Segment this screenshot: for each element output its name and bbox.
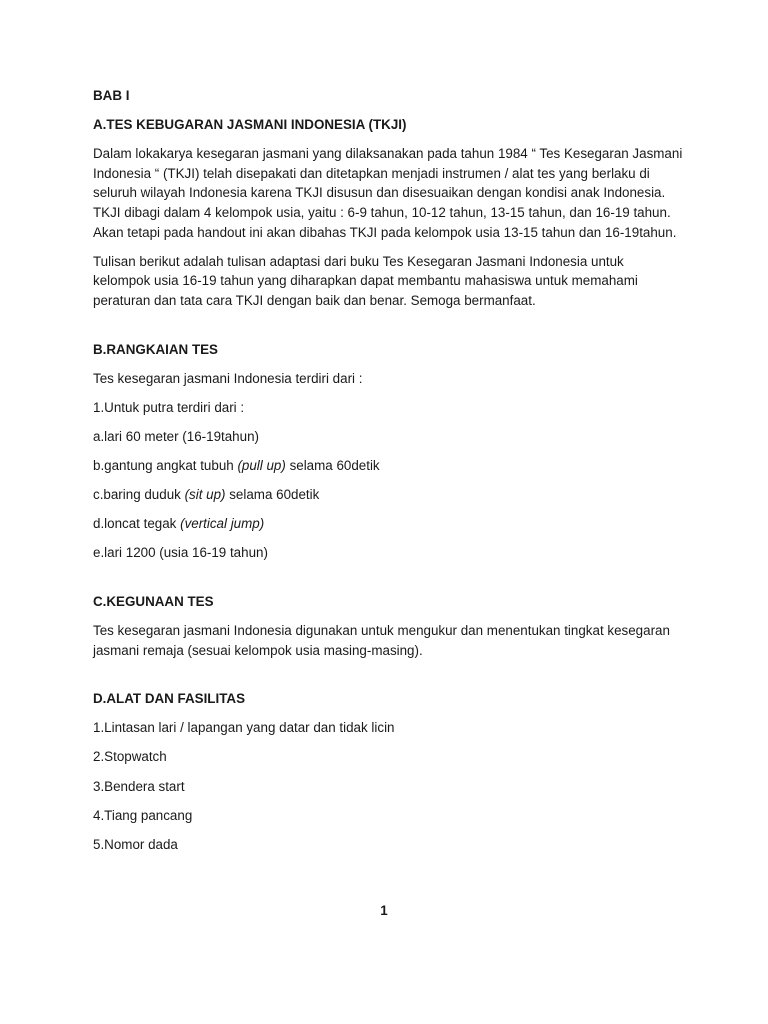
page-number: 1 (380, 903, 388, 918)
section-a-paragraph-2: Tulisan berikut adalah tulisan adaptasi dari buku Tes Kesegaran Jasmani Indonesia untuk kelompok usia 16-19 tahun yang diharapkan dapat membantu mahasiswa untuk memahami peraturan dan tata cara TKJI dengan baik dan benar. Semoga bermanfaat. (93, 253, 638, 308)
test-item-after: selama 60detik (285, 457, 380, 473)
test-item-italic: (pull up) (237, 457, 286, 473)
section-a-paragraph-1: Dalam lokakarya kesegaran jasmani yang dilaksanakan pada tahun 1984 “ Tes Kesegaran Jasmani Indonesia “ (TKJI) telah disepakati dan ditetapkan menjadi instrumen / alat tes yang berlaku di seluruh wilayah Indonesia karena TKJI disusun dan disesuaikan dengan kondisi anak Indonesia. TKJI dibagi dalam 4 kelompok usia, yaitu : 6-9 tahun, 10-12 tahun, 13-15 tahun, dan 16-19 tahun. Akan tetapi pada handout ini akan dibahas TKJI pada kelompok usia 13-15 tahun dan 16-19tahun. (93, 146, 683, 240)
test-item-text: a.lari 60 meter (16-19tahun) (93, 428, 259, 444)
test-item-after: selama 60detik (225, 487, 320, 502)
test-item-italic: (sit up) (184, 487, 226, 502)
section-c-heading: C.KEGUNAAN TES (93, 593, 214, 609)
equipment-item: 2.Stopwatch (93, 749, 167, 765)
test-item (93, 427, 683, 447)
section-b-subheading: 1.Untuk putra terdiri dari : (93, 399, 245, 415)
test-item-text: c.baring duduk (93, 487, 185, 502)
test-item (93, 514, 683, 534)
section-c-paragraph: Tes kesegaran jasmani Indonesia digunakan untuk mengukur dan menentukan tingkat kesegaran jasmani remaja (sesuai kelompok usia masing-masing). (93, 622, 670, 658)
section-a-heading: A.TES KEBUGARAN JASMANI INDONESIA (TKJI) (93, 117, 407, 133)
spacer (93, 670, 683, 690)
section-d-heading: D.ALAT DAN FASILITAS (93, 691, 245, 707)
spacer (93, 572, 683, 592)
section-b-heading: B.RANGKAIAN TES (93, 341, 218, 357)
page-content (93, 86, 683, 864)
section-b-intro: Tes kesegaran jasmani Indonesia terdiri dari : (93, 370, 363, 386)
test-item-text: d.loncat tegak (93, 516, 181, 532)
test-item-text: b.gantung angkat tubuh (93, 457, 238, 473)
test-item (93, 543, 683, 563)
equipment-item: 1.Lintasan lari / lapangan yang datar dan tidak licin (93, 720, 395, 736)
test-item (93, 485, 683, 505)
test-item (93, 456, 683, 476)
equipment-item: 4.Tiang pancang (93, 807, 193, 823)
chapter-title: BAB I (93, 88, 130, 103)
test-item-italic: (vertical jump) (180, 516, 265, 532)
equipment-item: 3.Bendera start (93, 778, 185, 794)
equipment-item: 5.Nomor dada (93, 836, 178, 852)
spacer (93, 320, 683, 340)
test-item-text: e.lari 1200 (usia 16-19 tahun) (93, 545, 268, 561)
